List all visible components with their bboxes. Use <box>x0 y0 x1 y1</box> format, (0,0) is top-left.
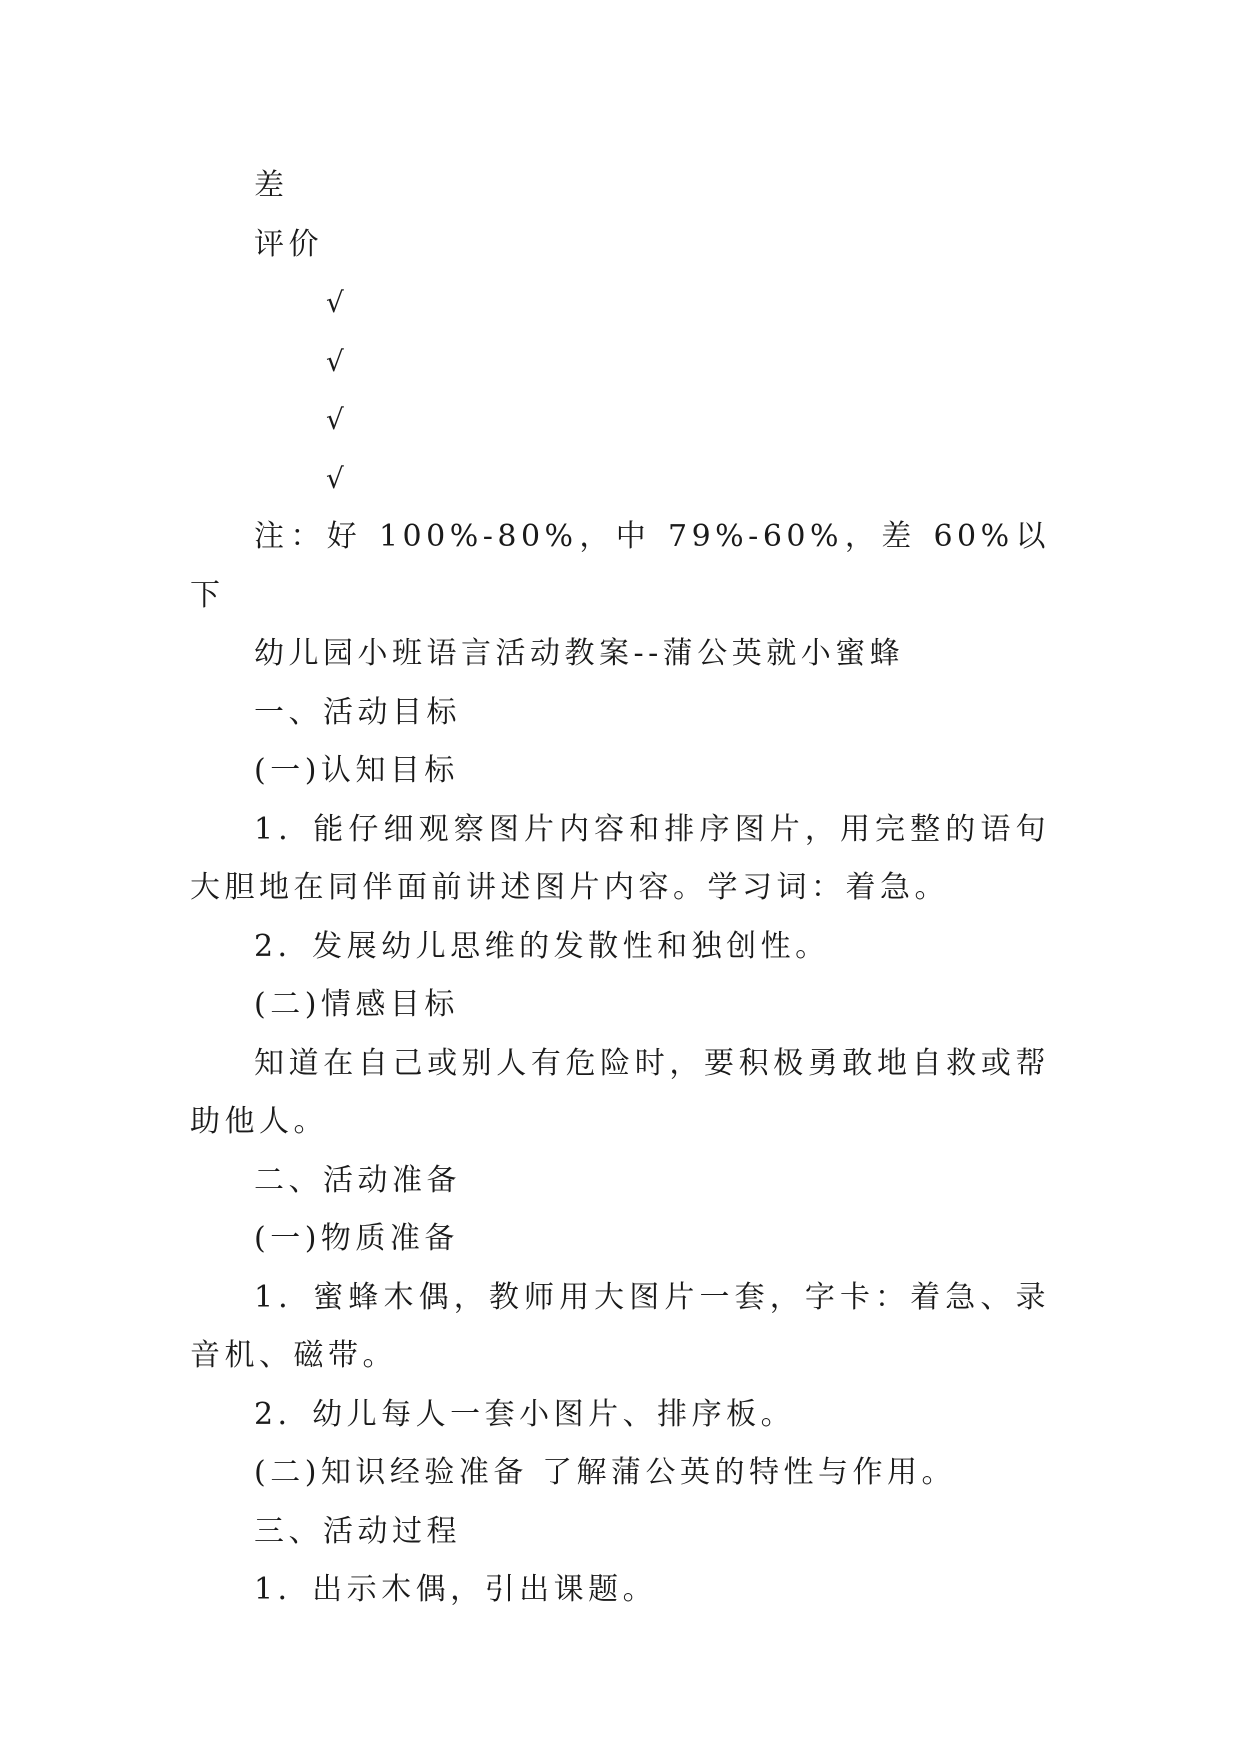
section-heading-objectives: 一、活动目标 <box>254 694 461 730</box>
subheading-cognitive-goals: (一)认知目标 <box>254 753 459 788</box>
subheading-emotional-goals: (二)情感目标 <box>254 987 459 1022</box>
table-cell-evaluation: 评价 <box>254 226 323 262</box>
grading-note: 注：好 100%-80%，中 79%-60%，差 60%以下 <box>190 519 1050 613</box>
checkmark: √ <box>326 286 349 319</box>
paragraph-material-2: 2．幼儿每人一套小图片、排序板。 <box>254 1396 796 1432</box>
lesson-plan-title: 幼儿园小班语言活动教案--蒲公英就小蜜蜂 <box>254 636 905 671</box>
paragraph-knowledge-preparation: (二)知识经验准备 了解蒲公英的特性与作用。 <box>254 1455 956 1490</box>
paragraph-cognitive-goal-2: 2．发展幼儿思维的发散性和独创性。 <box>254 928 830 964</box>
checkmark: √ <box>326 461 349 495</box>
section-heading-preparation: 二、活动准备 <box>254 1162 461 1198</box>
checkmark: √ <box>326 344 349 378</box>
section-heading-process: 三、活动过程 <box>254 1513 461 1549</box>
checkmark: √ <box>326 403 349 436</box>
document-body <box>190 157 1050 1620</box>
paragraph-emotional-goal: 知道在自己或别人有危险时，要积极勇敢地自救或帮助他人。 <box>190 1045 1050 1139</box>
paragraph-material-1: 1．蜜蜂木偶，教师用大图片一套，字卡：着急、录音机、磁带。 <box>190 1279 1050 1373</box>
subheading-material-preparation: (一)物质准备 <box>254 1221 459 1256</box>
table-cell-poor: 差 <box>254 168 289 203</box>
paragraph-cognitive-goal-1: 1．能仔细观察图片内容和排序图片，用完整的语句大胆地在同伴面前讲述图片内容。学习词：着急。 <box>190 811 1050 905</box>
paragraph-process-step-1: 1．出示木偶，引出课题。 <box>254 1572 658 1607</box>
